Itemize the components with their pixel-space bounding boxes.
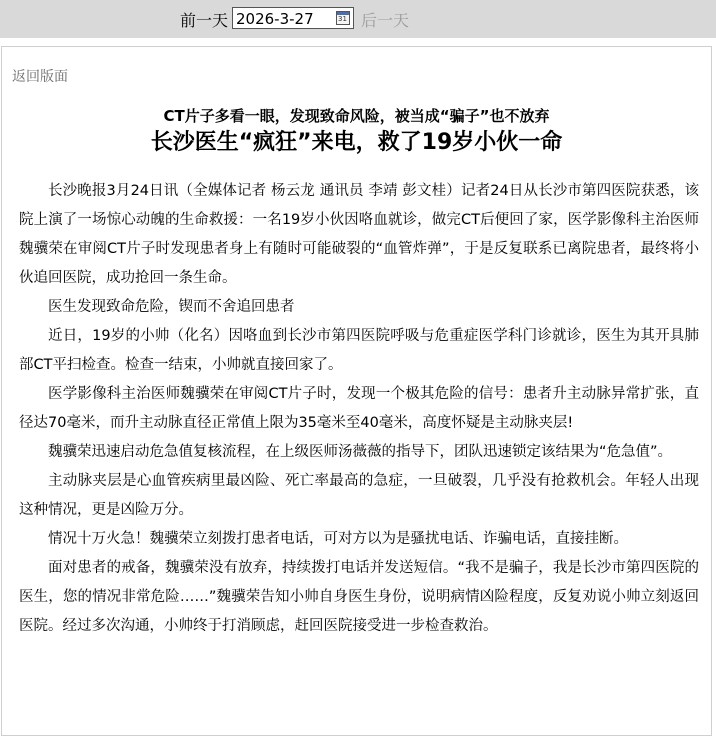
article-panel	[1, 46, 712, 736]
date-input[interactable]	[232, 7, 354, 29]
article-section-heading: 医生发现致命危险，锲而不舍追回患者	[48, 299, 295, 315]
article-body	[19, 177, 699, 641]
calendar-icon[interactable]	[336, 11, 350, 25]
calendar-icon-day: 31	[338, 15, 347, 23]
article-paragraph: 长沙晚报3月24日讯（全媒体记者 杨云龙 通讯员 李靖 彭文桂）记者24日从长沙市第四医院获悉，该院上演了一场惊心动魄的生命救援：一名19岁小伙因咯血就诊，做完CT后便回了家，医学影像科主治医师魏骥荣在审阅CT片子时发现患者身上有随时可能破裂的“血管炸弹”，于是反复联系已离院患者，最终将小伙追回医院，成功抢回一条生命。	[19, 183, 699, 286]
article-paragraph: 医学影像科主治医师魏骥荣在审阅CT片子时，发现一个极其危险的信号：患者升主动脉异常扩张，直径达70毫米，而升主动脉直径正常值上限为35毫米至40毫米，高度怀疑是主动脉夹层!	[19, 386, 699, 431]
next-day-link: 后一天	[361, 11, 410, 30]
article-paragraph: 面对患者的戒备，魏骥荣没有放弃，持续拨打电话并发送短信。“我不是骗子，我是长沙市第四医院的医生，您的情况非常危险……”魏骥荣告知小帅自身医生身份，说明病情凶险程度，反复劝说小帅立刻返回医院。经过多次沟通，小帅终于打消顾虑，赶回医院接受进一步检查救治。	[19, 560, 699, 634]
previous-day-link[interactable]: 前一天	[180, 11, 229, 30]
article-subtitle: CT片子多看一眼，发现致命风险，被当成“骗子”也不放弃	[163, 107, 550, 125]
article-paragraph: 近日，19岁的小帅（化名）因咯血到长沙市第四医院呼吸与危重症医学科门诊就诊，医生为其开具肺部CT平扫检查。检查一结束，小帅就直接回家了。	[19, 328, 699, 373]
article-paragraph: 情况十万火急！魏骥荣立刻拨打患者电话，可对方以为是骚扰电话、诈骗电话，直接挂断。	[48, 531, 628, 547]
date-value: 2026-3-27	[236, 10, 314, 28]
back-to-page-link[interactable]: 返回版面	[12, 69, 68, 85]
article-paragraph: 主动脉夹层是心血管疾病里最凶险、死亡率最高的急症，一旦破裂，几乎没有抢救机会。年轻人出现这种情况，更是凶险万分。	[19, 473, 699, 518]
article-title: 长沙医生“疯狂”来电，救了19岁小伙一命	[150, 130, 563, 155]
article-paragraph: 魏骥荣迅速启动危急值复核流程，在上级医师汤薇薇的指导下，团队迅速锁定该结果为“危急值”。	[48, 444, 673, 460]
date-navigation-bar	[0, 0, 716, 38]
